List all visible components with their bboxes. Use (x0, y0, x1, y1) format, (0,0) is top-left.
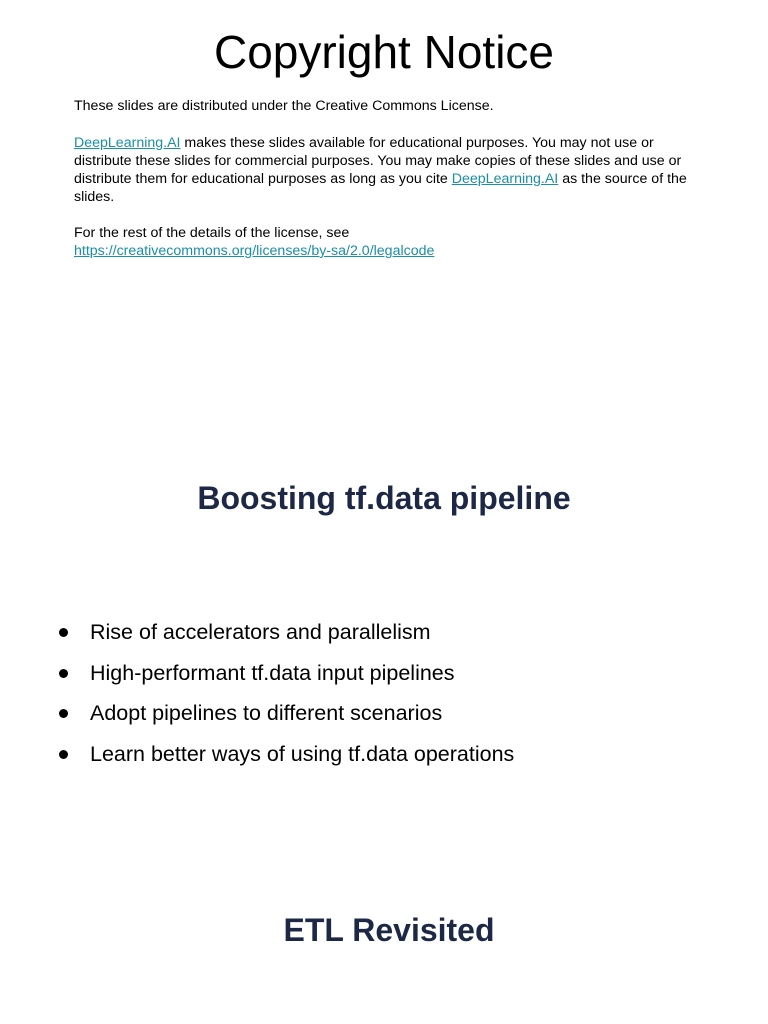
bullet-icon (59, 669, 68, 678)
list-item (58, 740, 514, 781)
usage-text-2: as the source of the slides. (74, 171, 687, 205)
copyright-title: Copyright Notice (213, 26, 555, 78)
deeplearning-ai-link[interactable]: DeepLearning.AI (74, 135, 181, 151)
license-url-link[interactable]: https://creativecommons.org/licenses/by-sa/2.0/legalcode (74, 243, 435, 259)
usage-paragraph (74, 134, 694, 206)
bullet-text: Rise of accelerators and parallelism (90, 620, 431, 644)
license-details-paragraph (74, 224, 694, 260)
bullet-text: High-performant tf.data input pipelines (90, 660, 455, 685)
bullet-icon (59, 750, 68, 759)
list-item (58, 618, 514, 659)
bullet-text: Adopt pipelines to different scenarios (90, 701, 443, 725)
etl-title: ETL Revisited (283, 912, 495, 948)
list-item (58, 699, 514, 740)
bullet-text: Learn better ways of using tf.data operations (90, 741, 515, 766)
license-details-text: For the rest of the details of the license, see (74, 225, 350, 241)
license-statement: These slides are distributed under the Creative Commons License. (74, 98, 494, 114)
list-item (58, 659, 514, 700)
bullet-list (58, 618, 514, 780)
bullet-icon (59, 709, 68, 718)
deeplearning-ai-link-2[interactable]: DeepLearning.AI (451, 171, 559, 187)
usage-text-1: makes these slides available for educational purposes. You may not use or distribute these slides for commercial purposes. You may make copies of these slides and use or distribute them for educational purposes as long as you cite (74, 135, 682, 187)
bullet-icon (59, 628, 68, 637)
boosting-title: Boosting tf.data pipeline (197, 480, 571, 516)
